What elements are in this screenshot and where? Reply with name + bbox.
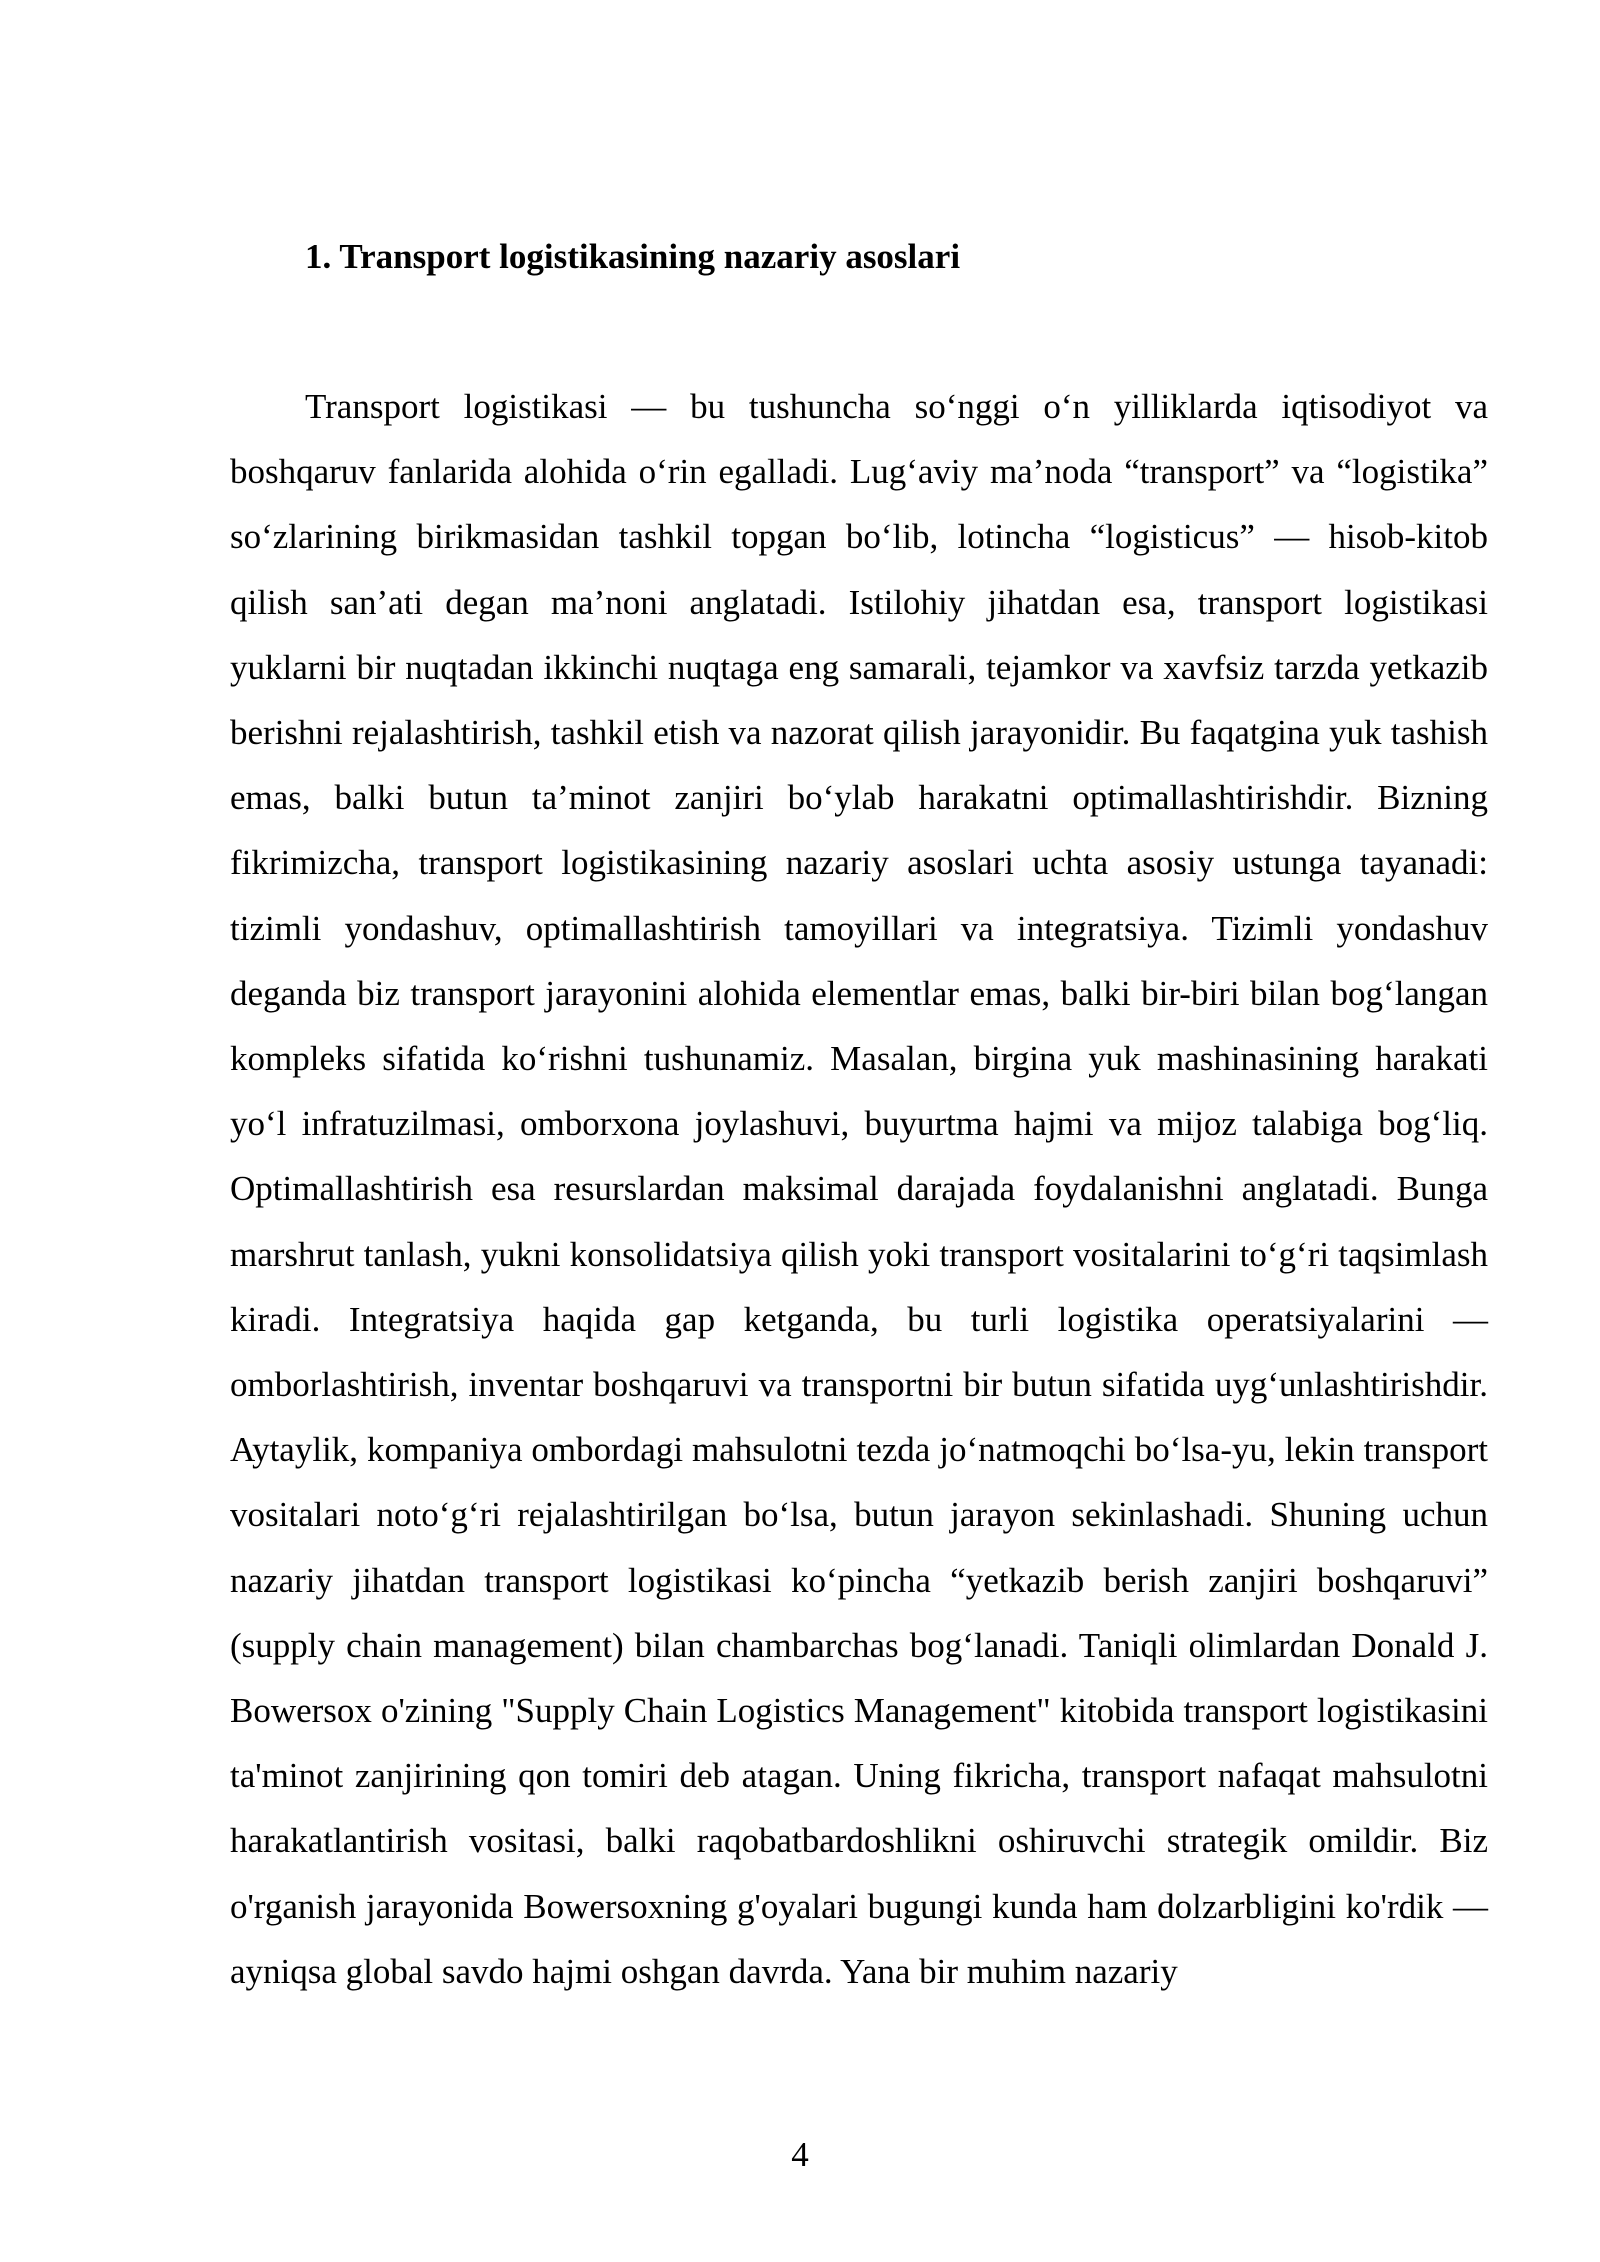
- body-paragraph: Transport logistikasi — bu tushuncha so‘nggi o‘n yilliklarda iqtisodiyot va boshqaruv fanlarida alohida o‘rin egalladi. Lug‘aviy ma’noda “transport” va “logistika” so‘zlarining birikmasidan tashkil topgan bo‘lib, lotincha “logisticus” — hisob-kitob qilish san’ati degan ma’noni anglatadi. Istilohiy jihatdan esa, transport logistikasi yuklarni bir nuqtadan ikkinchi nuqtaga eng samarali, tejamkor va xavfsiz tarzda yetkazib berishni rejalashtirish, tashkil etish va nazorat qilish jarayonidir. Bu faqatgina yuk tashish emas, balki butun ta’minot zanjiri bo‘ylab harakatni optimallashtirishdir. Bizning fikrimizcha, transport logistikasining nazariy asoslari uchta asosiy ustunga tayanadi: tizimli yondashuv, optimallashtirish tamoyillari va integratsiya. Tizimli yondashuv deganda biz transport jarayonini alohida elementlar emas, balki bir-biri bilan bog‘langan kompleks sifatida ko‘rishni tushunamiz. Masalan, birgina yuk mashinasining harakati yo‘l infratuzilmasi, omborxona joylashuvi, buyurtma hajmi va mijoz talabiga bog‘liq. Optimallashtirish esa resurslardan maksimal darajada foydalanishni anglatadi. Bunga marshrut tanlash, yukni konsolidatsiya qilish yoki transport vositalarini to‘g‘ri taqsimlash kiradi. Integratsiya haqida gap ketganda, bu turli logistika operatsiyalarini — omborlashtirish, inventar boshqaruvi va transportni bir butun sifatida uyg‘unlashtirishdir. Aytaylik, kompaniya ombordagi mahsulotni tezda jo‘natmoqchi bo‘lsa-yu, lekin transport vositalari noto‘g‘ri rejalashtirilgan bo‘lsa, butun jarayon sekinlashadi. Shuning uchun nazariy jihatdan transport logistikasi ko‘pincha “yetkazib berish zanjiri boshqaruvi” (supply chain management) bilan chambarchas bog‘lanadi. Taniqli olimlardan Donald J. Bowersox o'zining "Supply Chain Logistics Management" kitobida transport logistikasini ta'minot zanjirining qon tomiri deb atagan. Uning fikricha, transport nafaqat mahsulotni harakatlantirish vositasi, balki raqobatbardoshlikni oshiruvchi strategik omildir. Biz o'rganish jarayonida Bowersoxning g'oyalari bugungi kunda ham dolzarbligini ko'rdik — ayniqsa global savdo hajmi oshgan davrda. Yana bir muhim nazariy: [230, 387, 1488, 1991]
- section-heading: 1. Transport logistikasining nazariy asoslari: [305, 237, 961, 276]
- page-number: 4: [791, 2135, 809, 2174]
